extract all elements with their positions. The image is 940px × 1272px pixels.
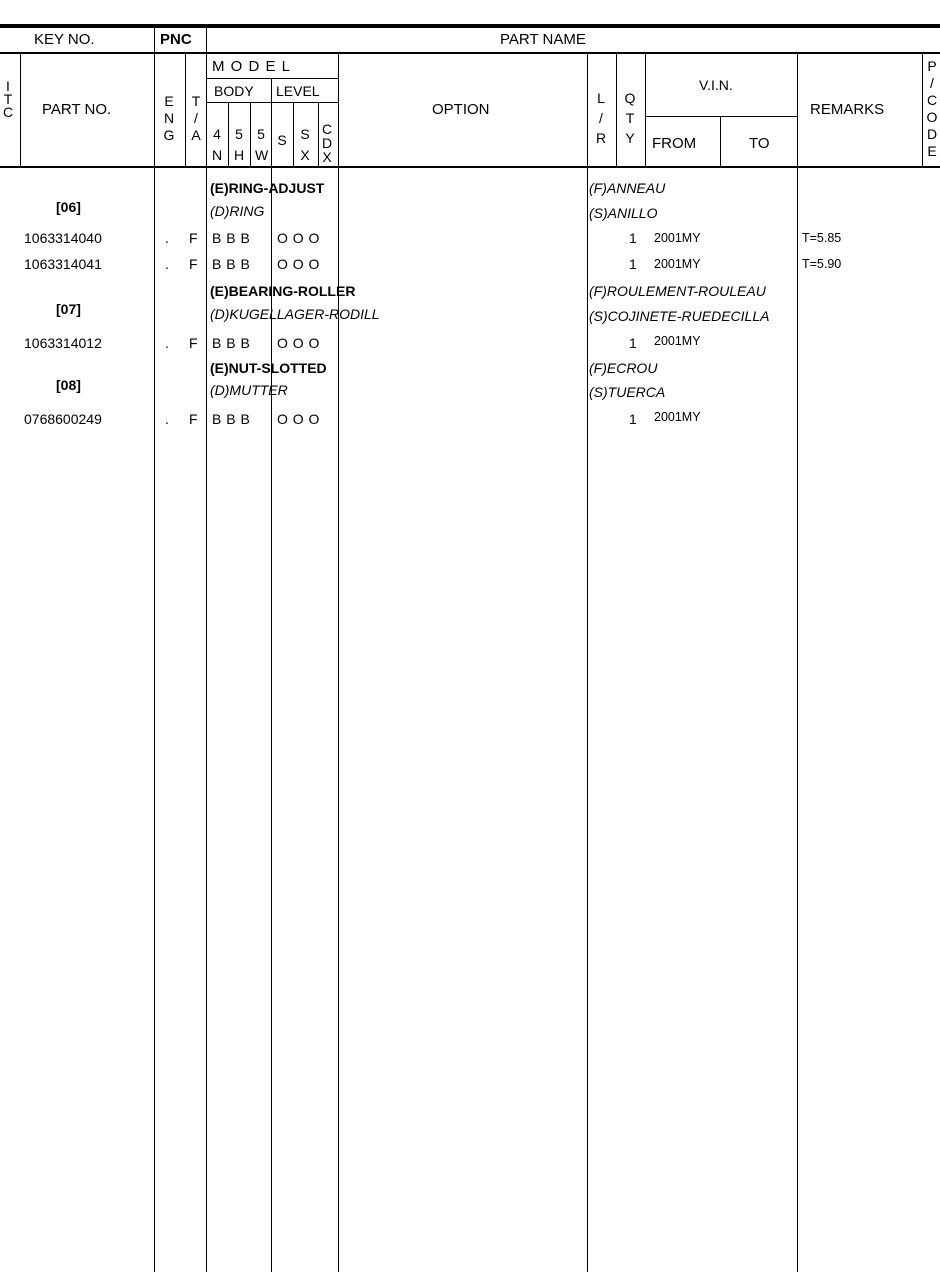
name-es-07: (S)COJINETE-RUEDECILLA [589, 308, 770, 324]
header-option: OPTION [432, 101, 490, 118]
header-vin-from: FROM [652, 135, 697, 152]
vin-from-value: 2001MY [654, 231, 701, 245]
level-values: O O O [277, 256, 320, 272]
header-qty: Q T Y [624, 90, 636, 146]
header-key-no: KEY NO. [34, 31, 95, 48]
name-fr-06: (F)ANNEAU [589, 180, 666, 196]
header-body: BODY [214, 83, 254, 99]
header-part-name: PART NAME [500, 31, 586, 48]
vline-pnc-right [206, 28, 207, 1272]
ta-value: F [189, 335, 198, 351]
vline-sx [318, 103, 319, 167]
ta-value: F [189, 256, 198, 272]
vline-4n [228, 103, 229, 167]
qty-value: 1 [629, 335, 637, 351]
vline-s [293, 103, 294, 167]
header-vin: V.I.N. [699, 77, 733, 93]
header-level-cdx: C D X [321, 121, 333, 165]
eng-dot: . [165, 411, 169, 427]
header-pcode: P / C O D E [926, 58, 938, 159]
key-07: [07] [56, 301, 81, 317]
key-08: [08] [56, 377, 81, 393]
vline-eng [185, 54, 186, 167]
header-level-sx: S X [300, 126, 310, 163]
name-en-08: (E)NUT-SLOTTED [210, 360, 327, 376]
header-model: M O D E L [212, 58, 292, 75]
vline-body-level [271, 79, 272, 103]
part-no: 1063314041 [24, 256, 102, 272]
header-level-s: S [277, 132, 287, 148]
vin-from-value: 2001MY [654, 334, 701, 348]
body-values: B B B [212, 230, 250, 246]
vin-from-value: 2001MY [654, 410, 701, 424]
vline-pcode [922, 54, 923, 167]
vline-level-right [338, 54, 339, 1272]
part-no: 1063314012 [24, 335, 102, 351]
remarks-value: T=5.85 [802, 231, 842, 245]
eng-dot: . [165, 256, 169, 272]
name-de-08: (D)MUTTER [210, 382, 288, 398]
part-no: 1063314040 [24, 230, 102, 246]
vline-body-mid [271, 79, 272, 1272]
level-values: O O O [277, 335, 320, 351]
body-values: B B B [212, 256, 250, 272]
eng-dot: . [165, 230, 169, 246]
name-fr-08: (F)ECROU [589, 360, 658, 376]
header-part-no: PART NO. [42, 101, 112, 118]
eng-dot: . [165, 335, 169, 351]
header-rule-bottom [0, 166, 940, 168]
vline-lr [616, 54, 617, 167]
vline-qty [645, 54, 646, 167]
level-values: O O O [277, 411, 320, 427]
header-remarks: REMARKS [810, 101, 885, 118]
header-body-4n: 4 N [211, 126, 223, 163]
vline-key-top [154, 28, 155, 54]
vline-keyno [20, 54, 21, 167]
name-es-06: (S)ANILLO [589, 205, 658, 221]
vline-option-right [587, 54, 588, 1272]
header-body-5h: 5 H [233, 126, 245, 163]
vline-remarks [797, 54, 798, 1272]
body-values: B B B [212, 411, 250, 427]
header-pnc: PNC [160, 31, 192, 48]
vin-from-value: 2001MY [654, 257, 701, 271]
name-de-07: (D)KUGELLAGER-RODILL [210, 306, 380, 322]
header-rule-1 [0, 52, 940, 54]
top-rule [0, 24, 940, 28]
header-vin-to: TO [749, 135, 770, 152]
vline-5h [250, 103, 251, 167]
header-body-5w: 5 W [255, 126, 269, 163]
level-values: O O O [277, 230, 320, 246]
header-lr: L / R [595, 90, 607, 146]
remarks-value: T=5.90 [802, 257, 842, 271]
header-itc: I T C [2, 78, 14, 120]
body-level-rule [206, 102, 339, 103]
name-de-06: (D)RING [210, 203, 265, 219]
header-level: LEVEL [276, 83, 320, 99]
name-en-06: (E)RING-ADJUST [210, 180, 325, 196]
body-values: B B B [212, 335, 250, 351]
model-rule [206, 78, 339, 79]
name-en-07: (E)BEARING-ROLLER [210, 283, 356, 299]
part-no: 0768600249 [24, 411, 102, 427]
vline-pnc [154, 28, 155, 1272]
header-eng: E N G [163, 93, 175, 143]
header-ta: T / A [191, 93, 201, 143]
vline-vin-mid [720, 116, 721, 167]
name-es-08: (S)TUERCA [589, 384, 666, 400]
qty-value: 1 [629, 230, 637, 246]
ta-value: F [189, 230, 198, 246]
qty-value: 1 [629, 256, 637, 272]
vin-rule [645, 116, 797, 117]
ta-value: F [189, 411, 198, 427]
qty-value: 1 [629, 411, 637, 427]
name-fr-07: (F)ROULEMENT-ROULEAU [589, 283, 766, 299]
key-06: [06] [56, 199, 81, 215]
